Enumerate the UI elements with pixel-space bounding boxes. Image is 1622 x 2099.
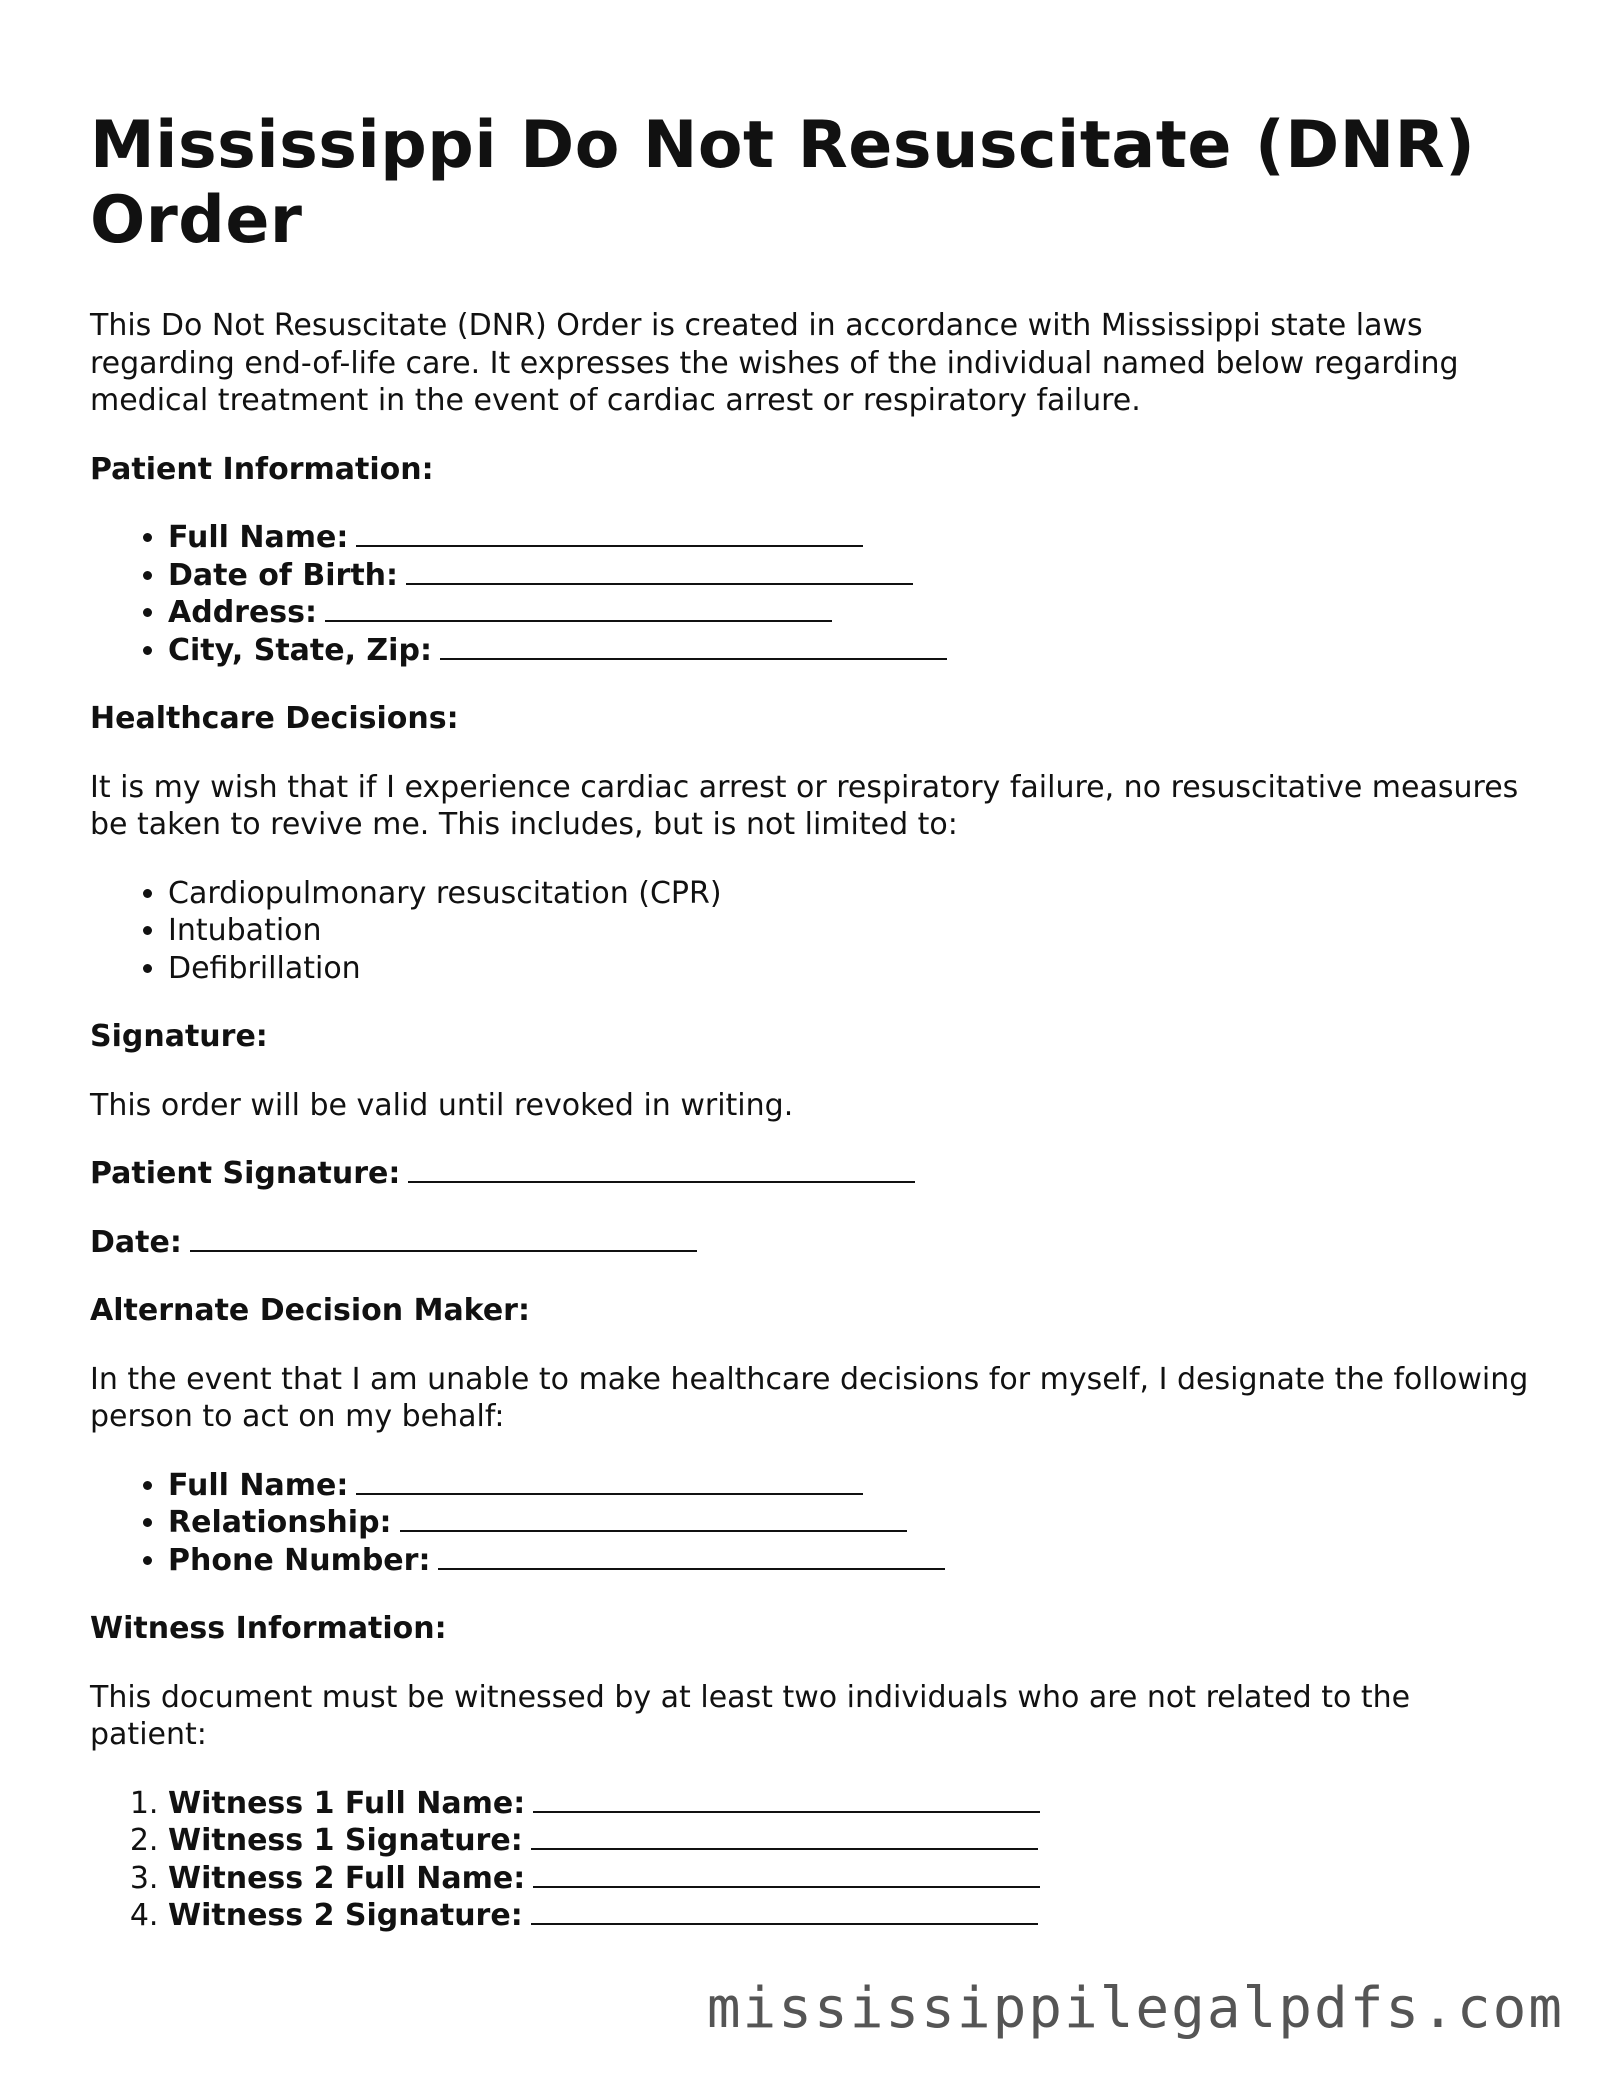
signature-heading: Signature: (90, 1019, 268, 1054)
list-item (168, 1785, 1530, 1823)
healthcare-heading: Healthcare Decisions: (90, 701, 459, 736)
list-item (168, 1822, 1530, 1860)
witness-2-signature-line[interactable] (531, 1897, 1038, 1925)
patient-dob-line[interactable] (406, 557, 913, 585)
witness-2-signature-label: Witness 2 Signature: (168, 1898, 523, 1933)
date-label: Date: (90, 1224, 182, 1260)
witness-2-name-label: Witness 2 Full Name: (168, 1860, 526, 1896)
date-row (90, 1224, 1530, 1262)
measure-defibrillation: • Defibrillation (168, 950, 1530, 988)
witness-heading: Witness Information: (90, 1611, 447, 1646)
alternate-phone-label: Phone Number: (168, 1542, 431, 1578)
measure-intubation: • Intubation (168, 912, 1530, 950)
witness-1-signature-label: Witness 1 Signature: (168, 1823, 523, 1858)
alternate-relationship-label: Relationship: (168, 1505, 392, 1540)
witness-2-name-line[interactable] (533, 1860, 1040, 1888)
list-item (168, 594, 1530, 632)
list-item (168, 1860, 1530, 1898)
document-page (90, 108, 1530, 1966)
patient-city-state-zip-label: City, State, Zip: (168, 632, 432, 668)
alternate-list (90, 1467, 1530, 1580)
measure-cpr: • Cardiopulmonary resuscitation (CPR) (168, 875, 1530, 913)
page-title: Mississippi Do Not Resuscitate (DNR) Order (90, 108, 1476, 258)
alternate-paragraph: In the event that I am unable to make healthcare decisions for myself, I designate the following person to act on my behalf: (90, 1361, 1529, 1434)
witness-1-name-label: Witness 1 Full Name: (168, 1785, 526, 1821)
patient-full-name-line[interactable] (356, 519, 863, 547)
patient-signature-label: Patient Signature: (90, 1156, 401, 1191)
date-line[interactable] (190, 1224, 697, 1252)
healthcare-paragraph: It is my wish that if I experience cardiac arrest or respiratory failure, no resuscitative measures be taken to revive me. This includes, but is not limited to: (90, 769, 1519, 842)
patient-info-list (90, 519, 1530, 669)
patient-full-name-label: Full Name: (168, 520, 349, 555)
patient-info-heading: Patient Information: (90, 451, 434, 487)
alternate-full-name-line[interactable] (356, 1467, 863, 1495)
list-item (168, 1467, 1530, 1505)
patient-address-label: Address: (168, 595, 318, 630)
witness-list (90, 1785, 1530, 1935)
list-item (168, 1897, 1530, 1935)
signature-paragraph: This order will be valid until revoked in writing. (90, 1087, 794, 1123)
alternate-full-name-label: Full Name: (168, 1467, 349, 1503)
patient-address-line[interactable] (325, 594, 832, 622)
patient-dob-label: Date of Birth: (168, 557, 399, 593)
intro-paragraph: This Do Not Resuscitate (DNR) Order is created in accordance with Mississippi state laws regarding end-of-life care. It expresses the wishes of the individual named below regarding medical treatment in the event of cardiac arrest or respiratory failure. (90, 308, 1459, 418)
witness-1-name-line[interactable] (533, 1785, 1040, 1813)
measures-list (90, 875, 1530, 988)
patient-signature-line[interactable] (408, 1155, 915, 1183)
alternate-heading: Alternate Decision Maker: (90, 1293, 530, 1328)
patient-city-state-zip-line[interactable] (440, 632, 947, 660)
patient-signature-row (90, 1155, 1530, 1193)
list-item (168, 1542, 1530, 1580)
list-item (168, 557, 1530, 595)
alternate-relationship-line[interactable] (400, 1504, 907, 1532)
witness-1-signature-line[interactable] (531, 1822, 1038, 1850)
list-item (168, 519, 1530, 557)
list-item (168, 1504, 1530, 1542)
list-item (168, 632, 1530, 670)
alternate-phone-line[interactable] (438, 1542, 945, 1570)
witness-paragraph: This document must be witnessed by at least two individuals who are not related to the patient: (90, 1679, 1411, 1752)
site-watermark: mississippilegalpdfs.com (706, 1976, 1564, 2041)
